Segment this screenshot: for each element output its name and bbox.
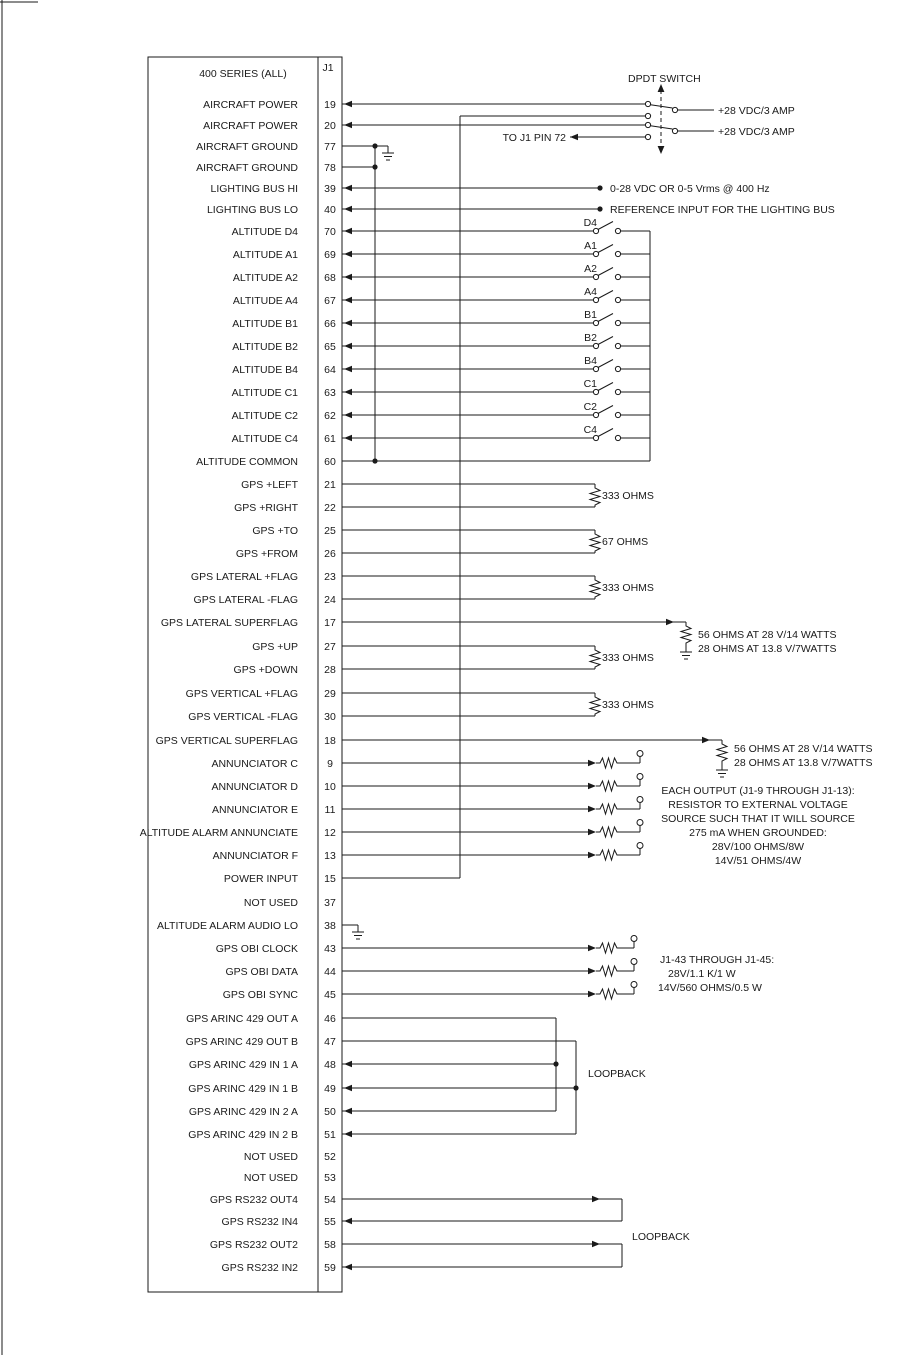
labels: [140, 62, 873, 1274]
signal-label: ALTITUDE C2: [231, 410, 298, 422]
signal-label: GPS VERTICAL +FLAG: [185, 688, 298, 700]
signal-label: GPS +RIGHT: [234, 502, 298, 514]
resistor-icon: [590, 530, 600, 553]
resistor-icon: [717, 740, 727, 763]
pin-number: 55: [324, 1216, 336, 1228]
signal-label: LIGHTING BUS HI: [210, 183, 298, 195]
obi-terminal: [631, 936, 637, 942]
vdc-label: +28 VDC/3 AMP: [718, 126, 795, 138]
pin-number: 50: [324, 1106, 336, 1118]
pin-number: 54: [324, 1194, 336, 1206]
annunciator-note-line: EACH OUTPUT (J1-9 THROUGH J1-13):: [661, 785, 855, 797]
pin-number: 65: [324, 341, 336, 353]
pin-number: 18: [324, 735, 336, 747]
signal-label: GPS LATERAL -FLAG: [193, 594, 298, 606]
signal-label: GPS +UP: [252, 641, 298, 653]
pin-number: 39: [324, 183, 336, 195]
resistor-icon: [590, 484, 600, 507]
wires-superflags: [342, 622, 728, 777]
wires-lighting: [342, 188, 600, 209]
resistor-icon: [590, 693, 600, 716]
altitude-switch-label: B2: [584, 332, 597, 344]
switch-common: [672, 128, 677, 133]
pin-number: 49: [324, 1083, 336, 1095]
pin-number: 69: [324, 249, 336, 261]
signal-label: GPS ARINC 429 IN 1 B: [188, 1083, 298, 1095]
wires-arinc: [342, 1018, 576, 1134]
resistor-value: 333 OHMS: [602, 699, 654, 711]
pin-number: 26: [324, 548, 336, 560]
pin-number: 19: [324, 99, 336, 111]
pin-number: 28: [324, 664, 336, 676]
lighting-hi-note: 0-28 VDC OR 0-5 Vrms @ 400 Hz: [610, 183, 770, 195]
pin-number: 23: [324, 571, 336, 583]
altitude-switch-label: A1: [584, 240, 597, 252]
signal-label: POWER INPUT: [223, 873, 298, 885]
resistor-icon: [596, 850, 621, 860]
input-arrows: [344, 101, 578, 1270]
signal-label: AIRCRAFT POWER: [203, 99, 298, 111]
altitude-switch-label: D4: [583, 217, 597, 229]
pin-number: 20: [324, 120, 336, 132]
signal-label: GPS +LEFT: [241, 479, 298, 491]
signal-label: GPS VERTICAL SUPERFLAG: [155, 735, 298, 747]
wires-annunciators: [342, 751, 643, 861]
superflag-note: 28 OHMS AT 13.8 V/7WATTS: [698, 643, 837, 655]
signal-label: ALTITUDE A1: [232, 249, 298, 261]
switch-common: [672, 107, 677, 112]
signal-label: GPS ARINC 429 OUT B: [185, 1036, 298, 1048]
superflag-note: 56 OHMS AT 28 V/14 WATTS: [734, 743, 873, 755]
resistor-icon: [596, 966, 621, 976]
altitude-switch-label: C1: [583, 378, 597, 390]
annunciator-note-line: RESISTOR TO EXTERNAL VOLTAGE: [668, 799, 848, 811]
signal-label: ANNUNCIATOR C: [211, 758, 298, 770]
switch-contact: [645, 134, 650, 139]
pin-number: 67: [324, 295, 336, 307]
pin-number: 78: [324, 162, 336, 174]
superflag-note: 56 OHMS AT 28 V/14 WATTS: [698, 629, 837, 641]
resistor-icon: [596, 827, 621, 837]
pin-number: 43: [324, 943, 336, 955]
loopback-label: LOOPBACK: [588, 1068, 646, 1080]
pin-number: 44: [324, 966, 336, 978]
superflag-note: 28 OHMS AT 13.8 V/7WATTS: [734, 757, 873, 769]
obi-terminal: [631, 959, 637, 965]
signal-label: AIRCRAFT GROUND: [196, 162, 298, 174]
signal-label: ALTITUDE A4: [232, 295, 298, 307]
ground-icon: [352, 925, 364, 939]
pin-number: 29: [324, 688, 336, 700]
signal-label: AIRCRAFT POWER: [203, 120, 298, 132]
pin-number: 10: [324, 781, 336, 793]
resistor-icon: [596, 758, 621, 768]
resistor-icon: [596, 989, 621, 999]
junction-dot: [372, 143, 377, 148]
altitude-switch-label: C2: [583, 401, 597, 413]
signal-label: ALTITUDE B1: [232, 318, 298, 330]
obi-note-line: 28V/1.1 K/1 W: [668, 968, 736, 980]
altitude-switch-label: A4: [584, 286, 597, 298]
signal-label: ALTITUDE B2: [232, 341, 298, 353]
junction-dot: [573, 1085, 578, 1090]
altitude-switch-label: B1: [584, 309, 597, 321]
altitude-switch-label: C4: [583, 424, 597, 436]
annunciator-terminal: [637, 751, 643, 757]
vdc-label: +28 VDC/3 AMP: [718, 105, 795, 117]
signal-label: GPS ARINC 429 IN 2 A: [188, 1106, 298, 1118]
resistor-icon: [590, 576, 600, 599]
pin-number: 30: [324, 711, 336, 723]
pin-number: 68: [324, 272, 336, 284]
annunciator-note-line: 14V/51 OHMS/4W: [714, 855, 802, 867]
signal-label: NOT USED: [243, 1172, 298, 1184]
resistor-icon: [596, 804, 621, 814]
pin-number: 64: [324, 364, 336, 376]
wires-resistor-pairs: [342, 484, 600, 716]
ground-icon: [382, 146, 394, 160]
signal-label: GPS +DOWN: [233, 664, 298, 676]
connector-label: J1: [322, 62, 334, 74]
obi-note-line: 14V/560 OHMS/0.5 W: [658, 982, 762, 994]
signal-label: GPS LATERAL +FLAG: [190, 571, 298, 583]
pin-number: 21: [324, 479, 336, 491]
page-edge: [0, 0, 38, 1355]
obi-terminal: [631, 982, 637, 988]
signal-label: GPS OBI SYNC: [222, 989, 298, 1001]
signal-label: GPS RS232 IN4: [221, 1216, 298, 1228]
arrow-down-icon: [658, 146, 665, 154]
pin-number: 61: [324, 433, 336, 445]
pin-number: 24: [324, 594, 336, 606]
altitude-switch-label: A2: [584, 263, 597, 275]
pin-number: 13: [324, 850, 336, 862]
wires-rs232: [342, 1199, 622, 1267]
signal-label: AIRCRAFT GROUND: [196, 141, 298, 153]
pin-number: 53: [324, 1172, 336, 1184]
pin-number: 62: [324, 410, 336, 422]
pin-number: 12: [324, 827, 336, 839]
pin-number: 63: [324, 387, 336, 399]
junction-dot: [553, 1061, 558, 1066]
signal-label: ALTITUDE A2: [232, 272, 298, 284]
signal-label: GPS RS232 OUT4: [209, 1194, 298, 1206]
signal-label: ANNUNCIATOR E: [212, 804, 298, 816]
altitude-switch-label: B4: [584, 355, 597, 367]
signal-label: GPS ARINC 429 IN 2 B: [188, 1129, 298, 1141]
resistor-value: 333 OHMS: [602, 652, 654, 664]
switch-contact: [645, 113, 650, 118]
pin-number: 70: [324, 226, 336, 238]
pin-number: 15: [324, 873, 336, 885]
unit-title: 400 SERIES (ALL): [199, 68, 287, 80]
signal-label: ANNUNCIATOR F: [212, 850, 298, 862]
signal-label: ALTITUDE ALARM ANNUNCIATE: [139, 827, 298, 839]
resistor-icon: [596, 943, 621, 953]
resistor-icon: [681, 622, 691, 645]
signal-label: GPS RS232 IN2: [221, 1262, 298, 1274]
annunciator-terminal: [637, 820, 643, 826]
signal-label: GPS LATERAL SUPERFLAG: [160, 617, 298, 629]
ground-icon: [680, 645, 692, 659]
resistor-value: 333 OHMS: [602, 490, 654, 502]
altitude-switch-blades: [598, 222, 613, 437]
pin-number: 48: [324, 1059, 336, 1071]
annunciator-note-line: SOURCE SUCH THAT IT WILL SOURCE: [661, 813, 855, 825]
obi-note-line: J1-43 THROUGH J1-45:: [660, 954, 775, 966]
pin-number: 38: [324, 920, 336, 932]
signal-label: GPS OBI CLOCK: [215, 943, 298, 955]
pin-number: 25: [324, 525, 336, 537]
pin-number: 11: [324, 804, 336, 816]
signal-label: GPS +TO: [252, 525, 298, 537]
output-arrows: [588, 619, 710, 1247]
switch-contact: [645, 101, 650, 106]
signal-label: GPS ARINC 429 OUT A: [186, 1013, 298, 1025]
pin-number: 22: [324, 502, 336, 514]
resistor-value: 67 OHMS: [602, 536, 649, 548]
signal-label: GPS RS232 OUT2: [209, 1239, 298, 1251]
pin-number: 66: [324, 318, 336, 330]
pin-number: 17: [324, 617, 336, 629]
annunciator-terminal: [637, 797, 643, 803]
switch-contact: [645, 122, 650, 127]
signal-label: GPS OBI DATA: [225, 966, 298, 978]
junction-dot: [372, 164, 377, 169]
pin-number: 40: [324, 204, 336, 216]
pin-number: 52: [324, 1151, 336, 1163]
loopback-label: LOOPBACK: [632, 1231, 690, 1243]
ground-icon: [716, 763, 728, 777]
pin-number: 60: [324, 456, 336, 468]
pin-number: 37: [324, 897, 336, 909]
annunciator-terminal: [637, 843, 643, 849]
pin-number: 59: [324, 1262, 336, 1274]
wires-altitude: [342, 222, 650, 462]
signal-label: GPS VERTICAL -FLAG: [188, 711, 298, 723]
annunciator-terminal: [637, 774, 643, 780]
pin-number: 51: [324, 1129, 336, 1141]
pin-number: 9: [327, 758, 333, 770]
signal-label: ALTITUDE COMMON: [196, 456, 298, 468]
pin-number: 58: [324, 1239, 336, 1251]
resistor-icon: [596, 781, 621, 791]
signal-label: ALTITUDE D4: [231, 226, 298, 238]
pin-number: 27: [324, 641, 336, 653]
terminal-dot: [597, 206, 602, 211]
terminal-dot: [597, 185, 602, 190]
signal-label: NOT USED: [243, 1151, 298, 1163]
signal-label: GPS +FROM: [235, 548, 298, 560]
signal-label: ANNUNCIATOR D: [211, 781, 298, 793]
signal-label: ALTITUDE B4: [232, 364, 298, 376]
annunciator-note-line: 28V/100 OHMS/8W: [711, 841, 805, 853]
signal-label: ALTITUDE C4: [231, 433, 298, 445]
wires-obi: [342, 936, 637, 1000]
signal-label: GPS ARINC 429 IN 1 A: [188, 1059, 298, 1071]
dpdt-switch-label: DPDT SWITCH: [628, 73, 701, 85]
pin-number: 46: [324, 1013, 336, 1025]
resistor-icon: [590, 646, 600, 669]
arrow-up-icon: [658, 84, 665, 92]
signal-label: ALTITUDE ALARM AUDIO LO: [156, 920, 298, 932]
signal-label: NOT USED: [243, 897, 298, 909]
resistor-value: 333 OHMS: [602, 582, 654, 594]
signal-label: ALTITUDE C1: [231, 387, 298, 399]
pin-number: 45: [324, 989, 336, 1001]
annunciator-note-line: 275 mA WHEN GROUNDED:: [689, 827, 827, 839]
lighting-lo-note: REFERENCE INPUT FOR THE LIGHTING BUS: [610, 204, 835, 216]
signal-label: LIGHTING BUS LO: [206, 204, 298, 216]
wires-audio-lo: [342, 925, 364, 939]
to-j1-pin-72-label: TO J1 PIN 72: [502, 132, 566, 144]
pin-number: 47: [324, 1036, 336, 1048]
pin-number: 77: [324, 141, 336, 153]
